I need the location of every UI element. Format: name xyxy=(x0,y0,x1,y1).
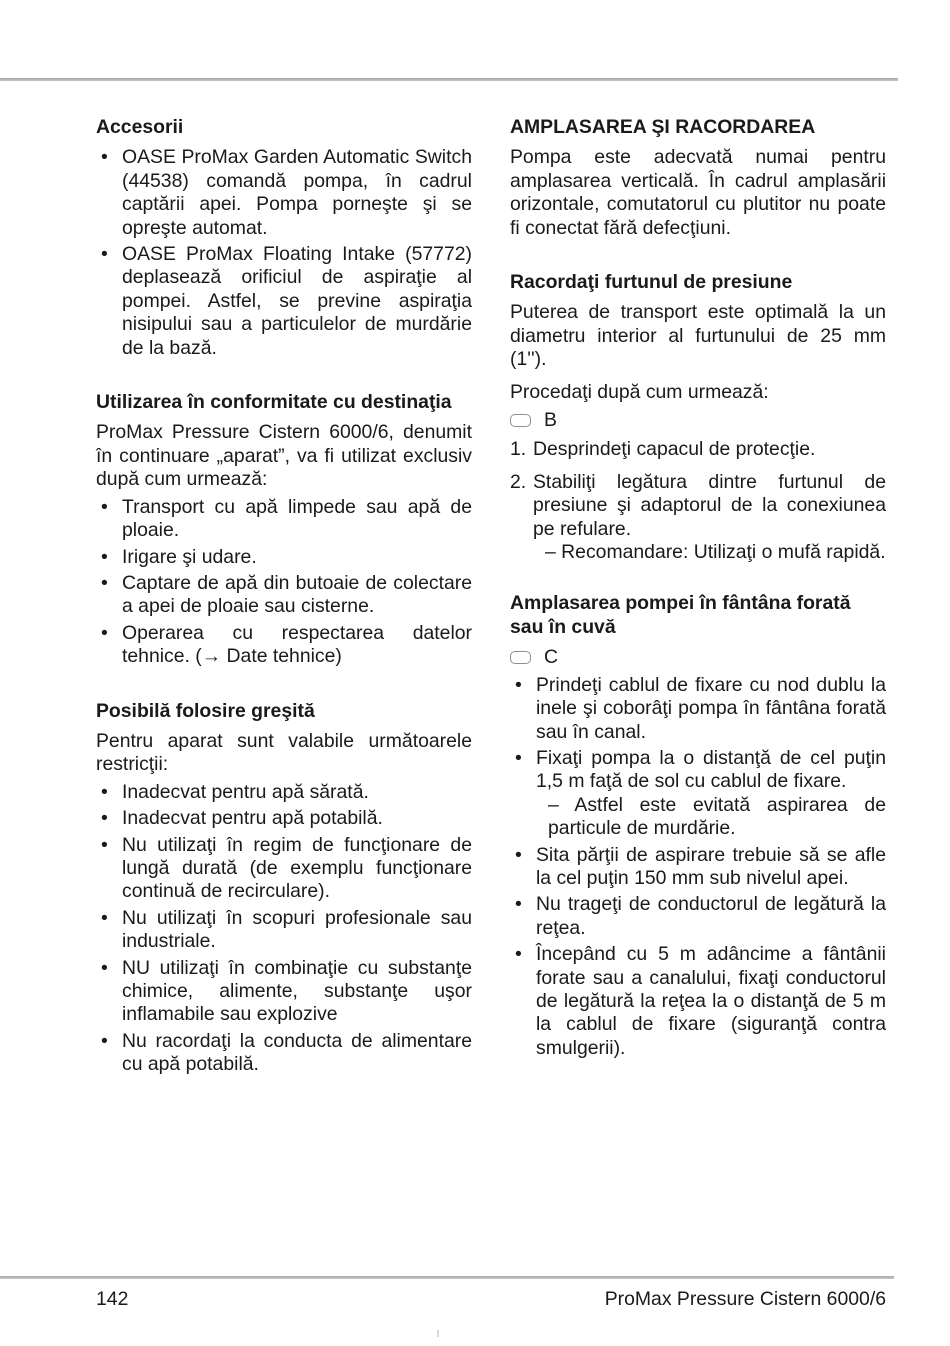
page-footer xyxy=(96,1288,886,1311)
list-item xyxy=(510,893,886,940)
footer-rule xyxy=(0,1276,894,1279)
section-heading-pressure-hose: Racordaţi furtunul de presiune xyxy=(510,271,793,294)
footer-doc-title: ProMax Pressure Cistern 6000/6 xyxy=(604,1288,886,1310)
list-item xyxy=(510,674,886,744)
step-subitem: – Recomandare: Utilizaţi o mufă rapidă. xyxy=(545,541,886,564)
page-number: 142 xyxy=(96,1288,129,1310)
section-heading-possible-misuse: Posibilă folosire greşită xyxy=(96,699,315,722)
list-item: • Captare de apă din butoaie de colectare a apei de ploaie sau cisterne. xyxy=(96,572,472,619)
figure-reference-b xyxy=(510,409,886,432)
left-column xyxy=(96,116,472,1080)
step-item xyxy=(510,471,886,565)
figure-ref-label: C xyxy=(544,646,559,669)
page-content xyxy=(96,116,886,1080)
list-item: • OASE ProMax Garden Automatic Switch (44538) comandă pompa, în cadrul captării apei. Pompa porneşte şi se opreşte automat. xyxy=(96,146,472,240)
list-item-text: • Fixaţi pompa la o distanţă de cel puţin 1,5 m faţă de sol cu cablul de fixare. xyxy=(536,746,886,793)
section-heading-intended-use: Utilizarea în conformitate cu destinaţia xyxy=(96,391,452,414)
accessories-list xyxy=(96,146,472,360)
list-item: • OASE ProMax Floating Intake (57772) deplasează orificiul de aspiraţie al pompei. Astfel, se previne aspiraţia nisipului sau a particulelor de murdărie de la bază. xyxy=(96,243,472,360)
list-item-text: • Sita părţii de aspirare trebuie să se afle la cel puţin 150 mm sub nivelul apei. xyxy=(536,843,886,889)
list-item-text: • Prindeţi cablul de fixare cu nod dublu la inele şi coborâţi pompa în fântâna forată sau în canal. xyxy=(536,673,886,743)
intended-use-intro: ProMax Pressure Cistern 6000/6, denumit în continuare „aparat”, va fi utilizat exclusiv după cum urmează: xyxy=(96,421,472,491)
installation-body: Pompa este adecvată numai pentru amplasarea verticală. În cadrul amplasării orizontale, comutatorul cu plutitor nu poate fi conectat fără defecţiuni. xyxy=(510,146,886,239)
list-item: • Inadecvat pentru apă potabilă. xyxy=(96,807,472,830)
possible-misuse-list xyxy=(96,781,472,1077)
step-item xyxy=(510,438,886,461)
list-item: • Inadecvat pentru apă sărată. xyxy=(96,781,472,804)
section-heading-well-placement: Amplasarea pompei în fântâna forată sau în cuvă xyxy=(510,592,851,638)
figure-box-icon xyxy=(510,651,531,664)
scan-artifact xyxy=(437,1330,439,1337)
section-heading-installation: AMPLASAREA ŞI RACORDAREA xyxy=(510,116,816,138)
section-accessories xyxy=(96,116,472,360)
list-item xyxy=(510,747,886,841)
pressure-hose-body: Puterea de transport este optimală la un diametru interior al furtunului de 25 mm (1''). xyxy=(510,301,886,371)
list-item xyxy=(510,943,886,1060)
section-heading-accessories: Accesorii xyxy=(96,116,184,138)
right-column xyxy=(510,116,886,1080)
list-item: • NU utilizaţi în combinaţie cu substanţe chimice, alimente, substanţe uşor inflamabile sau explozive xyxy=(96,957,472,1027)
header-rule xyxy=(0,78,898,81)
list-item: • Irigare şi udare. xyxy=(96,546,472,569)
list-item: • Nu utilizaţi în regim de funcţionare de lungă durată (de exemplu funcţionare continuă de recirculare). xyxy=(96,834,472,904)
step-number: 1. xyxy=(510,438,527,461)
list-item: • Nu racordaţi la conducta de alimentare cu apă potabilă. xyxy=(96,1030,472,1077)
step-text: Stabiliţi legătura dintre furtunul de presiune şi adaptorul de la conexiunea pe refulare. xyxy=(533,470,886,540)
pressure-hose-steps xyxy=(510,438,886,564)
list-item: • Transport cu apă limpede sau apă de ploaie. xyxy=(96,496,472,543)
step-number: 2. xyxy=(510,470,527,493)
list-item: • Operarea cu respectarea datelor tehnice. (→ Date tehnice) xyxy=(96,622,472,669)
step-text: Desprindeţi capacul de protecţie. xyxy=(533,438,816,461)
figure-ref-label: B xyxy=(544,409,557,432)
section-possible-misuse xyxy=(96,700,472,1077)
section-pressure-hose xyxy=(510,271,886,564)
figure-box-icon xyxy=(510,414,531,427)
section-intended-use xyxy=(96,391,472,668)
section-well-placement xyxy=(510,592,886,1060)
figure-reference-c xyxy=(510,646,886,669)
intended-use-list xyxy=(96,496,472,669)
proceed-text: Procedaţi după cum urmează: xyxy=(510,380,769,403)
possible-misuse-intro: Pentru aparat sunt valabile următoarele restricţii: xyxy=(96,729,472,776)
list-item xyxy=(510,844,886,891)
section-installation xyxy=(510,116,886,240)
list-subitem: – Astfel este evitată aspirarea de particule de murdărie. xyxy=(548,793,886,840)
list-item: • Nu utilizaţi în scopuri profesionale sau industriale. xyxy=(96,907,472,954)
list-item-text: • Nu trageţi de conductorul de legătură la reţea. xyxy=(536,893,886,939)
well-placement-list xyxy=(510,674,886,1061)
list-item-text: • Începând cu 5 m adâncime a fântânii forate sau a canalului, fixaţi conductorul de legătură la reţea la o distanţă de 5 m la cablul de fixare (siguranţă contra smulgerii). xyxy=(536,943,886,1059)
